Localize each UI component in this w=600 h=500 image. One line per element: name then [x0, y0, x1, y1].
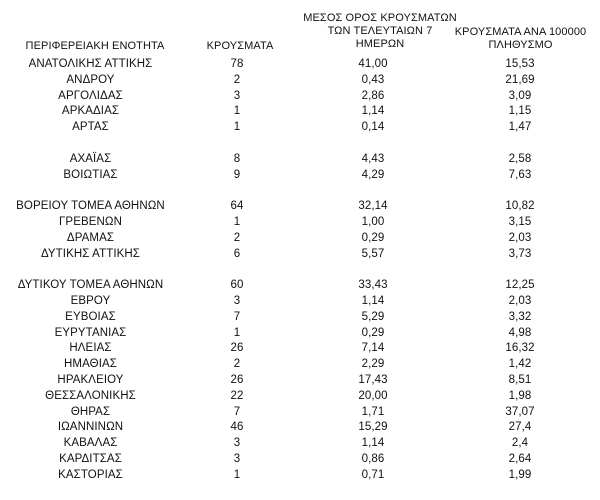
region-cell: ΒΟΙΩΤΙΑΣ	[63, 168, 118, 181]
region-cell: ΔΡΑΜΑΣ	[66, 231, 115, 244]
region-cell: ΗΛΕΙΑΣ	[69, 342, 112, 355]
cases-cell: 2	[233, 231, 241, 244]
header-region	[0, 40, 190, 53]
region-cell: ΑΡΤΑΣ	[72, 121, 109, 134]
per-100000-cell: 16,32	[505, 342, 535, 355]
table-row	[0, 341, 600, 357]
average-cell: 1,71	[361, 405, 385, 418]
average-cell: 7,14	[361, 342, 385, 355]
cases-cell: 1	[233, 468, 241, 481]
cases-cell: 8	[233, 152, 241, 165]
per-100000-cell: 1,42	[508, 358, 532, 371]
table-row	[0, 326, 600, 342]
region-cell: ΒΟΡΕΙΟΥ ΤΟΜΕΑ ΑΘΗΝΩΝ	[16, 200, 165, 213]
per-100000-cell: 2,4	[511, 437, 529, 450]
cases-cell: 60	[230, 279, 244, 292]
per-100000-cell: 27,4	[508, 421, 532, 434]
table-row	[0, 247, 600, 263]
table-row	[0, 357, 600, 373]
average-cell: 17,43	[358, 373, 388, 386]
header-avg-line-3: ΗΜΕΡΩΝ	[355, 38, 405, 50]
average-cell: 0,86	[361, 452, 385, 465]
per-100000-cell: 21,69	[505, 73, 535, 86]
per-100000-cell: 37,07	[505, 405, 535, 418]
header-region-label: ΠΕΡΙΦΕΡΕΙΑΚΗ ΕΝΟΤΗΤΑ	[25, 40, 165, 52]
average-cell: 4,43	[361, 152, 385, 165]
region-cell: ΙΩΑΝΝΙΝΩΝ	[57, 421, 124, 434]
cases-cell: 6	[233, 247, 241, 260]
table-row	[0, 452, 600, 468]
average-cell: 0,71	[361, 468, 385, 481]
per-100000-cell: 2,64	[508, 452, 532, 465]
per-100000-cell: 12,25	[505, 279, 535, 292]
cases-cell: 3	[233, 294, 241, 307]
per-100000-cell: 1,98	[508, 389, 532, 402]
region-cell: ΔΥΤΙΚΟΥ ΤΟΜΕΑ ΑΘΗΝΩΝ	[17, 279, 164, 292]
table-row	[0, 231, 600, 247]
per-100000-cell: 2,03	[508, 294, 532, 307]
cases-cell: 3	[233, 437, 241, 450]
per-100000-cell: 15,53	[505, 58, 535, 70]
per-100000-cell: 10,82	[505, 200, 535, 213]
header-avg-line-2: ΤΩΝ ΤΕΛΕΥΤΑΙΩΝ 7	[327, 25, 433, 37]
table-row	[0, 199, 600, 215]
average-cell: 4,29	[361, 168, 385, 181]
average-cell: 0,14	[361, 121, 385, 134]
region-cell: ΕΥΡΥΤΑΝΙΑΣ	[54, 326, 127, 339]
table-row	[0, 373, 600, 389]
per-100000-cell: 7,63	[508, 168, 532, 181]
region-cell: ΗΡΑΚΛΕΙΟΥ	[57, 373, 124, 386]
region-cell: ΘΕΣΣΑΛΟΝΙΚΗΣ	[45, 389, 136, 402]
table-row	[0, 278, 600, 294]
average-cell: 0,29	[361, 326, 385, 339]
cases-cell: 2	[233, 358, 241, 371]
cases-cell: 7	[233, 405, 241, 418]
per-100000-cell: 3,73	[508, 247, 532, 260]
region-cell: ΚΑΒΑΛΑΣ	[63, 437, 118, 450]
average-cell: 15,29	[358, 421, 388, 434]
region-cell: ΕΒΡΟΥ	[70, 294, 111, 307]
average-cell: 2,86	[361, 89, 385, 102]
cases-cell: 1	[233, 105, 241, 118]
per-100000-cell: 1,99	[508, 468, 532, 481]
average-cell: 5,57	[361, 247, 385, 260]
header-seven-day-average	[300, 12, 460, 51]
header-per-line-1: ΚΡΟΥΣΜΑΤΑ ΑΝΑ 100000	[454, 26, 587, 38]
average-cell: 0,43	[361, 73, 385, 86]
header-cases-per-100000	[448, 26, 593, 52]
average-cell: 32,14	[358, 200, 388, 213]
average-cell: 20,00	[358, 389, 388, 402]
table-row	[0, 104, 600, 120]
per-100000-cell: 3,09	[508, 89, 532, 102]
header-cases	[195, 40, 285, 53]
table-row	[0, 310, 600, 326]
table-row	[0, 152, 600, 168]
cases-cell: 1	[233, 326, 241, 339]
region-cell: ΚΑΣΤΟΡΙΑΣ	[58, 468, 123, 481]
region-cell: ΘΗΡΑΣ	[70, 405, 111, 418]
table-row	[0, 420, 600, 436]
region-cell: ΚΑΡΔΙΤΣΑΣ	[59, 452, 122, 465]
per-100000-cell: 8,51	[508, 373, 532, 386]
average-cell: 1,14	[361, 105, 385, 118]
region-cell: ΗΜΑΘΙΑΣ	[64, 358, 117, 371]
per-100000-cell: 3,32	[508, 310, 532, 323]
blank-spacer-row	[0, 183, 600, 199]
header-cases-label: ΚΡΟΥΣΜΑΤΑ	[206, 40, 274, 52]
cases-cell: 1	[233, 215, 241, 228]
table-row	[0, 89, 600, 105]
per-100000-cell: 1,47	[508, 121, 532, 134]
cases-cell: 9	[233, 168, 241, 181]
cases-cell: 64	[230, 200, 244, 213]
cases-cell: 3	[233, 452, 241, 465]
cases-cell: 2	[233, 73, 241, 86]
cases-cell: 7	[233, 310, 241, 323]
cases-cell: 26	[230, 373, 244, 386]
average-cell: 1,14	[361, 294, 385, 307]
per-100000-cell: 3,15	[508, 215, 532, 228]
table-body	[0, 57, 600, 484]
per-100000-cell: 2,03	[508, 231, 532, 244]
per-100000-cell: 1,15	[508, 105, 532, 118]
region-cell: ΕΥΒΟΙΑΣ	[65, 310, 116, 323]
table-row	[0, 294, 600, 310]
region-cell: ΔΥΤΙΚΗΣ ΑΤΤΙΚΗΣ	[40, 247, 140, 260]
blank-spacer-row	[0, 262, 600, 278]
average-cell: 1,00	[361, 215, 385, 228]
table-row	[0, 73, 600, 89]
average-cell: 1,14	[361, 437, 385, 450]
table-row	[0, 120, 600, 136]
table-row	[0, 57, 600, 73]
average-cell: 2,29	[361, 358, 385, 371]
region-cell: ΑΝΑΤΟΛΙΚΗΣ ΑΤΤΙΚΗΣ	[28, 58, 153, 70]
per-100000-cell: 4,98	[508, 326, 532, 339]
cases-cell: 1	[233, 121, 241, 134]
region-cell: ΓΡΕΒΕΝΩΝ	[58, 215, 123, 228]
average-cell: 33,43	[358, 279, 388, 292]
average-cell: 0,29	[361, 231, 385, 244]
region-cell: ΑΝΔΡΟΥ	[66, 73, 115, 86]
region-cell: ΑΡΓΟΛΙΔΑΣ	[58, 89, 123, 102]
per-100000-cell: 2,58	[508, 152, 532, 165]
table-row	[0, 405, 600, 421]
table-row	[0, 436, 600, 452]
blank-spacer-row	[0, 136, 600, 152]
cases-cell: 26	[230, 342, 244, 355]
header-per-line-2: ΠΛΗΘΥΣΜΟ	[488, 39, 553, 51]
cases-cell: 22	[230, 389, 244, 402]
average-cell: 5,29	[361, 310, 385, 323]
cases-cell: 3	[233, 89, 241, 102]
region-cell: ΑΧΑΪΑΣ	[69, 152, 112, 165]
table-row	[0, 468, 600, 484]
table-row	[0, 215, 600, 231]
table-row	[0, 168, 600, 184]
average-cell: 41,00	[358, 58, 388, 70]
table-row	[0, 389, 600, 405]
header-avg-line-1: ΜΕΣΟΣ ΟΡΟΣ ΚΡΟΥΣΜΑΤΩΝ	[303, 12, 457, 24]
cases-cell: 46	[230, 421, 244, 434]
region-cell: ΑΡΚΑΔΙΑΣ	[61, 105, 120, 118]
cases-cell: 78	[230, 58, 244, 70]
